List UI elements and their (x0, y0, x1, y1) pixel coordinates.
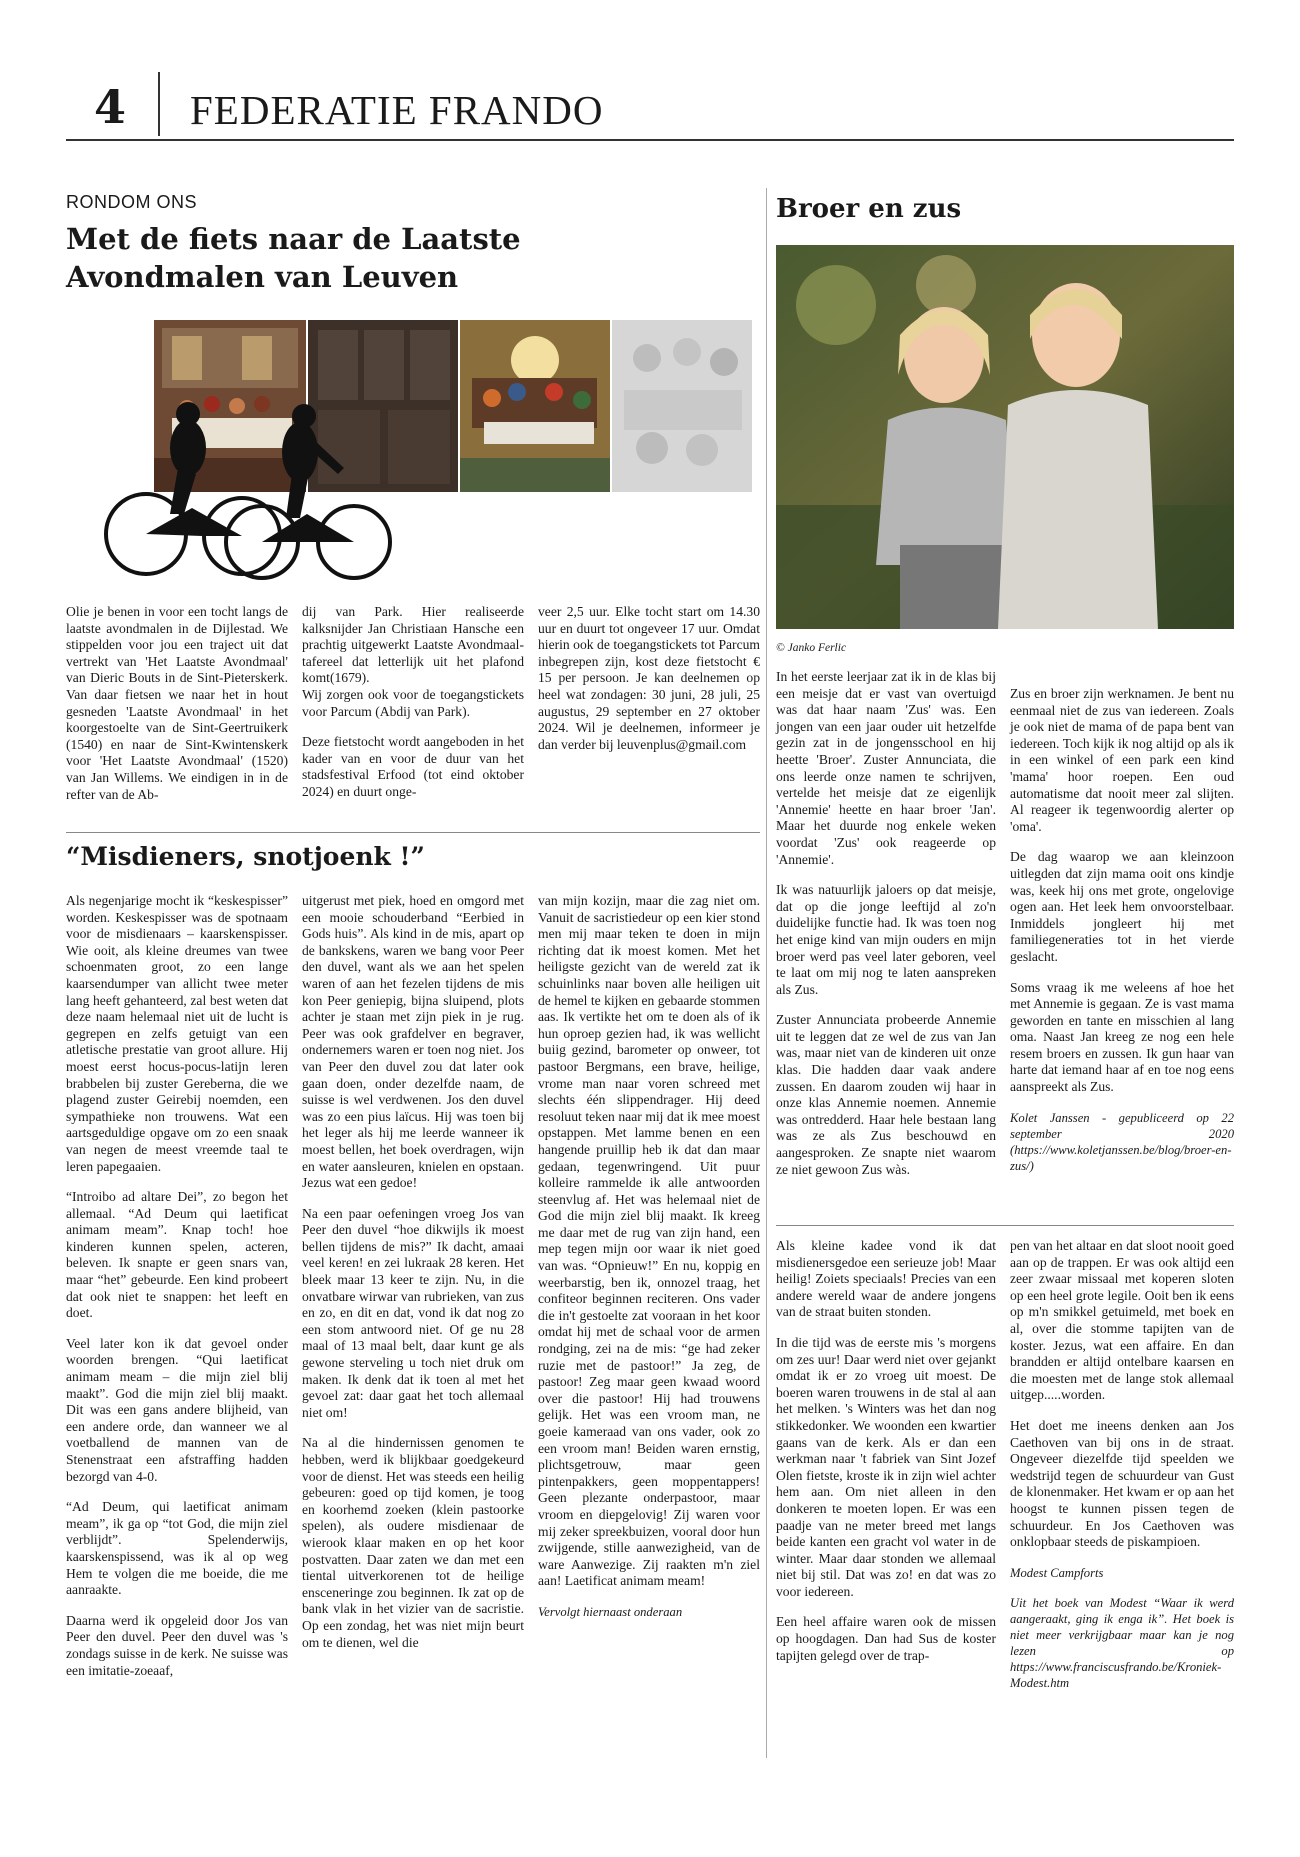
misdieners-col-3 (538, 893, 760, 1634)
misdieners-paragraph: In die tijd was de eerste mis 's morgens om zes uur! Daar werd niet over gejankt omdat ik er zo vroeg uit moest. De boeren waren trouwens in de stal al aan het melken. 's Winters was het dan nog stikkedonker. We woonden een kwartier gaans van de kerk. Als er dan een werkman naar 't fabriek van Sint Jozef Olen fietste, kroste ik in zijn wiel achter hem aan. Om niet alleen in den donkeren te moeten lopen. Er was een paadje van ne meter breed met langs beide kanten een gracht vol water in de winter. Maar daar stonden we allemaal niet bij stil. Dat was zo! en dat was zo voor iedereen. (776, 1334, 996, 1599)
misdieners-col-5 (1010, 1238, 1234, 1705)
last-supper-collage (92, 318, 754, 580)
misdieners-paragraph: Als negenjarige mocht ik “keskespisser” worden. Keskespisser was de spotnaam voor de misdienaars – kaarskenspisser. Wie ooit, als kleine dreumes van twee schoenmaten groot, zo een lange kaarsendumper van allicht twee meter lang heeft gehanteerd, zal best weten dat deze naam helemaal niet uit de lucht is gegrepen en zelfs getuigt van een atletische prestatie van groot allure. Hij moest eerst hocus-pocus-latijn leren brabbelen bij zuster Gereberna, die we plagend zuster Geirebij noemden, een sympathieke non trouwens. Wat een aartsgeduldige opgave om zo een snaak van negen de meest vreemde taal te leren papegaaien. (66, 893, 288, 1174)
author-signature: Modest Campforts (1010, 1565, 1104, 1580)
broer-signature: Kolet Janssen - gepubliceerd op 22 september 2020 (https://www.koletjanssen.be/blog/broer-en-zus/) (1010, 1110, 1234, 1173)
page-number: 4 (94, 80, 127, 134)
section-kicker: RONDOM ONS (66, 192, 197, 212)
article-title-line-1: Met de fiets naar de Laatste (66, 222, 521, 256)
misdieners-paragraph: “Ad Deum, qui laetificat animam meam”, ik ga op “tot God, die mijn ziel verblijdt”. Spelenderwijs, kaarskenspissend, was ik al op weg Hem te volgen die me boeide, die me aanraakte. (66, 1499, 288, 1598)
misdieners-col-2 (302, 893, 524, 1665)
broer-paragraph: De dag waarop we aan kleinzoon uitlegden dat zijn mama ooit ons kindje was, keek hij ons met grote, ongelovige ogen aan. Het leek hem onvoorstelbaar. Inmiddels jongleert hij met familiegeneraties tot in het vierde geslacht. (1010, 849, 1234, 964)
broer-paragraph: In het eerste leerjaar zat ik in de klas bij een meisje dat er vast van overtuigd was dat haar naam 'Zus' was. Een jongen van een jaar ouder uit hetzelfde gezin zat in de jongensschool en hij heette 'Broer'. Zuster Annunciata, die ons leerde onze namen te schrijven, vertelde het meisje dat ze eigenlijk 'Annemie' heette en haar broer 'Jan'. Maar het duurde nog enkele weken voordat 'Zus' ook reageerde op 'Annemie'. (776, 669, 996, 867)
misdieners-title: “Misdieners, snotjoenk !” (66, 842, 425, 871)
misdieners-col-4 (776, 1238, 996, 1678)
column-group-divider (766, 188, 767, 1758)
children-photo-svg (776, 245, 1234, 629)
broer-paragraph: Soms vraag ik me weleens af hoe het met Annemie is gegaan. Ze is vast mama geworden en tante en misschien al lang oma. Naast Jan kreeg ze nog een hele resem broers en zussen. Ik gun haar van harte dat iemand haar af en toe nog eens aanspreekt als Zus. (1010, 979, 1234, 1095)
header-vertical-divider (158, 72, 160, 136)
broer-col-2 (1010, 686, 1234, 1188)
section-divider (66, 832, 760, 833)
misdieners-paragraph: uitgerust met piek, hoed en omgord met een mooie schouderband “Eerbied in Gods huis”. Als kind in de mis, apart op de bankskens, waren we bang voor Peer den duvel, want als we aan het spelen waren of aan het fezelen tijdens de mis kon Peer geniepig, bijna sluipend, plots achter je staan met zijn piek in je rug. Peer was ook grafdelver en begraver, ondernemers waren er toen nog niet. Jos van Peer den duvel zou dat later ook gaan doen, onder dezelfde naam, de suisse is wel verdwenen. Jos den duvel was zo een pius laïcus. Hij was toen bij het leger als hij me leerde wanneer ik moest bellen, het boek overdragen, wijn en water aansleuren, knielen en opstaan. Jezus wat een gedoe! (302, 893, 524, 1191)
misdieners-paragraph: Als kleine kadee vond ik dat misdienersgedoe een serieuze job! Maar heilig! Zoiets speciaals! Precies van een andere wereld waar de andere jongens van de straat buiten stonden. (776, 1238, 996, 1320)
broer-paragraph: Ik was natuurlijk jaloers op dat meisje, dat op die jonge leeftijd al zo'n duidelijke functie had. Ik was toen nog het enige kind van mijn ouders en mijn broer werd pas veel later geboren, veel te laat om mij nog te laten aanspreken als Zus. (776, 882, 996, 997)
misdieners-col-1 (66, 893, 288, 1693)
collage-svg (92, 318, 754, 580)
misdieners-paragraph: Een heel affaire waren ook de missen op hoogdagen. Dan had Sus de koster tapijten gelegd over de trap- (776, 1614, 996, 1663)
misdieners-paragraph: Daarna werd ik opgeleid door Jos van Peer den duvel. Peer den duvel was 's zondags suisse in de kerk. Ne suisse was een imitatie-zoeaaf, (66, 1612, 288, 1678)
misdieners-paragraph: Na al die hindernissen genomen te hebben, werd ik blijkbaar goedgekeurd voor de dienst. Het was steeds een heilig gebeuren: goed op tijd komen, je toog en koorhemd zoeken (klein pastoorke spelen), als oudere misdienaar de wierook klaar maken en op het koor postvatten. Daar zaten we dan met een tiental uitverkorenen tot de heilige ensceneringe zou beginnen. Ik zat op de bank vlak in het vizier van de sacristie. Op een zondag, het was niet mijn beurt om te dienen, wel die (302, 1435, 524, 1650)
bike-article-col-1 (66, 604, 288, 817)
photo-credit: © Janko Ferlic (776, 642, 847, 654)
publication-title: FEDERATIE FRANDO (190, 87, 604, 133)
children-photo (776, 245, 1234, 629)
right-section-divider (776, 1225, 1234, 1226)
article-title (66, 220, 746, 296)
misdieners-paragraph: Na een paar oefeningen vroeg Jos van Peer den duvel “hoe dikwijls ik moest bellen tijdens de mis?” Ik dacht, amaai veel keren! en zei lukraak 28 keren. Het bleek maar 13 keer te zijn. Nu, in die onvatbare wirwar van rubrieken, van zus en zo, en dit en dat, vond ik dat nog zo een stom antwoord niet. Of ge nu 28 maal of 13 maal belt, daar kunt ge als gewone sterveling u toch niet druk om maken. Ik denk dat ik toen al met het gevoel zat: daar gaat het toch allemaal niet om! (302, 1205, 524, 1420)
bike-paragraph: Wij zorgen ook voor de toegangstickets voor Parcum (Abdij van Park). (302, 686, 524, 719)
broer-paragraph: Zus en broer zijn werknamen. Je bent nu eenmaal niet de zus van iedereen. Zoals je ook niet de mama of de papa bent van iedereen. Toch kijk ik nog altijd op als ik in een winkel of een park een kind 'mama' hoor roepen. Een oud automatisme dat nooit meer zal slijten. Al reageer ik tegenwoordig alerter op 'oma'. (1010, 686, 1234, 834)
misdieners-paragraph: van mijn kozijn, maar die zag niet om. Vanuit de sacristiedeur op een kier stond men mij maar teken te doen in mijn richting dat ik moest komen. Met het heiligste gezicht van de wereld zat ik schuinlinks naar boven alle heiligen uit de hemel te kijken en gebaarde stommen aas. Ik vertikte het om te doen als of ik hun oproep gezien had, ik was wellicht buiig gezind, barometer op onweer, tot pastoor Bergmans, een brave, heilige, vrome man naar voren schreed met slechts één slippendrager. Hij deed resoluut teken naar mij dat ik mee moest opstappen. Met lamme benen en een hangende pruillip heb ik dat dan maar gedaan, tegenwringend. Uit puur kolleire rammelde ik alle antwoorden steenvlug af. Het was helemaal niet de God die mijn ziel blij maakt. Ik kreeg me daar met de rug van zijn hand, een mep tegen mijn oor waar ik niet goed van was. “Opnieuw!” En nu, koppig en weerbarstig, ben ik, onnozel traag, het confiteor beginnen reciteren. Ons vader die in't gestoelte zat vooraan in het koor omdat hij met de schaal voor de armen rondging, zei na de mis: “ge had zeker ruzie met de pastoor!” Ja zeg, de pastoor! Zeg maar geen kwaad woord over die pastoor! Hij had trouwens gelijk. Het was een vroom man, ne goeie kameraad van ons vader, ook zo een vroom man! Beiden waren ernstig, plichtsgetrouw, maar geen pintenpakkers, geen moppentappers! Geen plezante onderpastoor, maar vroom en diepgelovig! Zij waren voor mij zeker spreekbuizen, vooral door hun zwijgende, stille aanwezigheid, van de ware Aanwezige. Zij raakten m'n ziel aan! Laetificat animam meam! (538, 893, 760, 1589)
broer-en-zus-title: Broer en zus (776, 194, 962, 224)
broer-col-1 (776, 669, 996, 1192)
bike-paragraph: Olie je benen in voor een tocht langs de laatste avondmalen in de Dijlestad. We stippelden voor jou een traject uit dat vertrekt van 'Het Laatste Avondmaal' van Dieric Bouts in de Sint-Pieterskerk. Van daar fietsen we naar het in hout gesneden 'Laatste Avondmaal' in het koorgestoelte van de Sint-Geertruikerk (1540) en naar de Sint-Kwintenskerk voor 'Het Laatste Avondmaal' (1520) van Jan Willems. We eindigen in in de refter van de Ab- (66, 604, 288, 802)
bike-paragraph: Deze fietstocht wordt aangeboden in het kader van en voor de duur van het stadsfestival Erfood (tot eind oktober 2024) en duurt onge- (302, 734, 524, 799)
misdieners-paragraph: pen van het altaar en dat sloot nooit goed aan op de trappen. Er was ook altijd een zeer zwaar missaal met koperen sloten op een heel grote legile. Ooit ben ik eens op m'n smikkel getuimeld, met boek en al, over die stomme tapijten van de koster. Jezus, wat een affaire. En dan brandden er altijd ontelbare kaarsen en die moesten met de lange stok allemaal uitgep.....worden. (1010, 1238, 1234, 1403)
misdieners-paragraph: “Introibo ad altare Dei”, zo begon het allemaal. “Ad Deum qui laetificat animam meam”. Knap toch! hoe kinderen kunnen spelen, acteren, beleven. Ik snapte er geen snars van, maar “het” gebeurde. Een kind probeert dat ook niet te snappen: het leeft en doet. (66, 1189, 288, 1321)
header-rule (66, 139, 1234, 141)
continued-note: Vervolgt hiernaast onderaan (538, 1604, 683, 1619)
bike-paragraph: dij van Park. Hier realiseerde kalksnijder Jan Christiaan Hansche een prachtig uitgewerkt Laatste Avondmaal-tafereel dat letterlijk uit het plafond komt(1679). (302, 604, 524, 686)
bike-paragraph: veer 2,5 uur. Elke tocht start om 14.30 uur en duurt tot ongeveer 17 uur. Omdat hierin ook de toegangstickets tot Parcum inbegrepen zijn, kost deze fietstocht € 15 per persoon. Je kan deelnemen op heel wat zondagen: 30 juni, 28 juli, 25 augustus, 29 september en 27 oktober 2024. Wil je deelnemen, informeer je dan verder bij leuvenplus@gmail.com (538, 604, 760, 752)
book-note: Uit het boek van Modest “Waar ik werd aangeraakt, ging ik enga ik”. Het boek is niet meer verkrijgbaar maar kan je nog lezen op https://www.franciscusfrando.be/Kroniek-Modest.htm (1010, 1595, 1234, 1690)
broer-paragraph: Zuster Annunciata probeerde Annemie uit te leggen dat ze wel de zus van Jan was, maar niet van de kinderen uit onze klas. Die hadden daar vaak andere zussen. En daarom zouden wij haar in onze klas Annemie noemen. Annemie was ontredderd. Haar hele bestaan lang was ze als Zus beschouwd en aangesproken. Ze snapte niet waarom ze niet gewoon Zus wàs. (776, 1012, 996, 1177)
bike-article-col-2 (302, 604, 524, 815)
misdieners-paragraph: Veel later kon ik dat gevoel onder woorden brengen. “Qui laetificat animam meam – die mijn ziel blij maakt”. God die mijn ziel blij maakt. Dit was een gans andere blijheid, van een andere orde, dan wanneer we al voetballend de mannen van de Stenenstraat een afstraffing hadden bezorgd van 4-0. (66, 1335, 288, 1484)
article-title-line-2: Avondmalen van Leuven (66, 260, 459, 294)
bike-article-col-3 (538, 604, 760, 767)
misdieners-paragraph: Het doet me ineens denken aan Jos Caethoven van bij ons in de straat. Ongeveer diezelfde tijd speelden we wedstrijd tegen de schuurdeur van Gust de klonenmaker. Het kwam er op aan het hoogst te kunnen pissen tegen de schuurdeur. En Jos Caethoven was onklopbaar steeds de piskampioen. (1010, 1417, 1234, 1550)
